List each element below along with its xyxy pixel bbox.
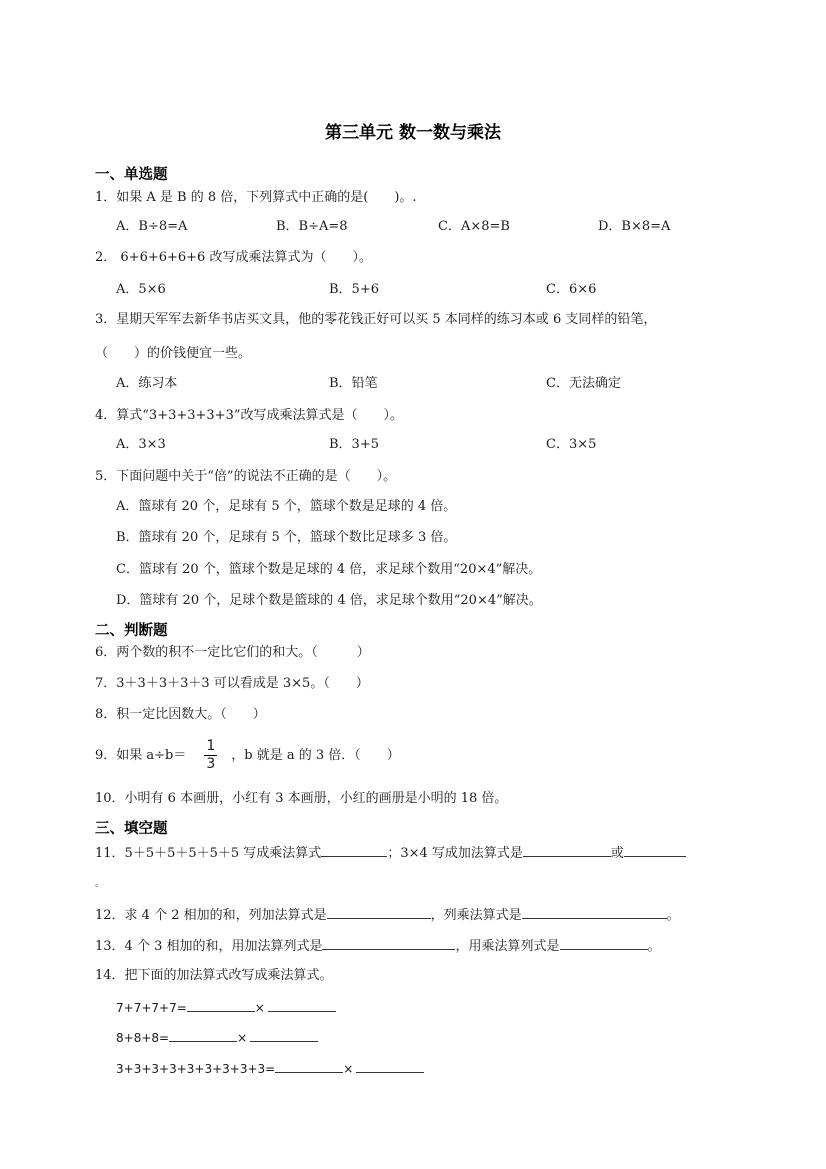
answer-blank[interactable] xyxy=(169,1029,237,1042)
answer-blank[interactable] xyxy=(327,906,431,919)
question-12-tail: 。 xyxy=(666,908,680,923)
expression: 7+7+7+7= xyxy=(116,1001,187,1015)
answer-blank[interactable] xyxy=(187,999,255,1012)
answer-blank[interactable] xyxy=(275,1060,343,1073)
question-3-text-line2: （ ）的价钱便宜一些。 xyxy=(95,346,252,361)
question-11-part2: ；3×4 写成加法算式是 xyxy=(387,846,523,861)
question-10-text: 10．小明有 6 本画册，小红有 3 本画册，小红的画册是小明的 18 倍。 xyxy=(95,791,508,806)
question-5-option-c[interactable]: C．篮球有 20 个，篮球个数是足球的 4 倍，求足球个数用“20×4”解决。 xyxy=(116,562,542,577)
section-heading-single-choice: 一、单选题 xyxy=(95,167,168,183)
question-2-option-b[interactable]: B．5+6 xyxy=(329,282,379,297)
times-sign: × xyxy=(237,1031,248,1045)
question-1-option-b[interactable]: B．B÷A=8 xyxy=(276,219,348,234)
question-4-text: 4．算式“3+3+3+3+3”改写成乘法算式是（ ）。 xyxy=(95,408,403,423)
question-2-option-c[interactable]: C．6×6 xyxy=(546,282,597,297)
question-2-option-a[interactable]: A．5×6 xyxy=(116,282,166,297)
question-9 xyxy=(95,738,400,774)
answer-blank[interactable] xyxy=(268,999,336,1012)
question-11 xyxy=(95,844,686,862)
fraction-denominator: 3 xyxy=(206,756,216,772)
question-13-tail: 。 xyxy=(647,939,661,954)
answer-blank[interactable] xyxy=(250,1029,318,1042)
answer-blank[interactable] xyxy=(624,844,686,857)
page-title: 第三单元 数一数与乘法 xyxy=(325,123,501,143)
question-14-item-3 xyxy=(116,1060,424,1077)
answer-blank[interactable] xyxy=(322,937,455,950)
question-7-text: 7．3＋3＋3＋3＋3 可以看成是 3×5。（ ） xyxy=(95,676,369,691)
question-6-text: 6．两个数的积不一定比它们的和大。（ ） xyxy=(95,645,370,660)
question-4-option-b[interactable]: B．3+5 xyxy=(329,437,379,452)
question-8-text: 8．积一定比因数大。（ ） xyxy=(95,707,266,722)
section-heading-fill-blank: 三、填空题 xyxy=(95,821,168,837)
question-14-item-1 xyxy=(116,999,336,1016)
question-12 xyxy=(95,906,680,924)
question-1-option-d[interactable]: D．B×8=A xyxy=(598,219,671,234)
question-2-text: 2． 6+6+6+6+6 改写成乘法算式为（ ）。 xyxy=(95,250,372,265)
times-sign: × xyxy=(254,1001,265,1015)
answer-blank[interactable] xyxy=(356,1060,424,1073)
question-3-option-c[interactable]: C．无法确定 xyxy=(546,376,621,391)
question-5-option-d[interactable]: D．篮球有 20 个，足球个数是篮球的 4 倍，求足球个数用“20×4”解决。 xyxy=(116,593,542,608)
question-13 xyxy=(95,937,661,955)
section-heading-true-false: 二、判断题 xyxy=(95,623,168,639)
answer-blank[interactable] xyxy=(321,844,387,857)
question-9-suffix: ，b 就是 a 的 3 倍．（ ） xyxy=(231,748,400,763)
question-1-option-a[interactable]: A．B÷8=A xyxy=(116,219,188,234)
answer-blank[interactable] xyxy=(523,844,611,857)
question-5-text: 5．下面问题中关于“倍”的说法不正确的是（ ）。 xyxy=(95,469,397,484)
question-11-part3: 或 xyxy=(610,846,624,861)
question-5-option-b[interactable]: B．篮球有 20 个，足球有 5 个，篮球个数比足球多 3 倍。 xyxy=(116,530,457,545)
question-11-tail: 。 xyxy=(95,879,105,889)
expression: 8+8+8= xyxy=(116,1031,170,1045)
question-1-option-c[interactable]: C．A×8=B xyxy=(438,219,510,234)
question-3-text-line1: 3．星期天军军去新华书店买文具，他的零花钱正好可以买 5 本同样的练习本或 6 支同样的铅笔， xyxy=(95,312,657,327)
answer-blank[interactable] xyxy=(560,937,648,950)
fraction-one-third xyxy=(204,738,217,773)
question-4-option-a[interactable]: A．3×3 xyxy=(116,437,166,452)
expression: 3+3+3+3+3+3+3+3+3= xyxy=(116,1062,276,1076)
question-3-option-a[interactable]: A．练习本 xyxy=(116,376,178,391)
question-1-text: 1．如果 A 是 B 的 8 倍，下列算式中正确的是( )。. xyxy=(95,190,417,205)
question-13-part1: 13．4 个 3 相加的和，用加法算列式是 xyxy=(95,939,323,954)
question-3-option-b[interactable]: B．铅笔 xyxy=(329,376,378,391)
question-11-part1: 11．5＋5＋5＋5＋5＋5 写成乘法算式 xyxy=(95,846,322,861)
question-13-part2: ，用乘法算列式是 xyxy=(455,939,560,954)
question-14-item-2 xyxy=(116,1029,318,1046)
question-14-text: 14．把下面的加法算式改写成乘法算式。 xyxy=(95,968,333,983)
question-12-part2: ，列乘法算式是 xyxy=(430,908,522,923)
question-12-part1: 12．求 4 个 2 相加的和，列加法算式是 xyxy=(95,908,327,923)
times-sign: × xyxy=(343,1062,354,1076)
answer-blank[interactable] xyxy=(522,906,667,919)
question-5-option-a[interactable]: A．篮球有 20 个，足球有 5 个，篮球个数是足球的 4 倍。 xyxy=(116,499,457,514)
question-9-prefix: 9．如果 a÷b＝ xyxy=(95,748,187,763)
fraction-numerator: 1 xyxy=(206,738,216,754)
question-4-option-c[interactable]: C．3×5 xyxy=(546,437,597,452)
